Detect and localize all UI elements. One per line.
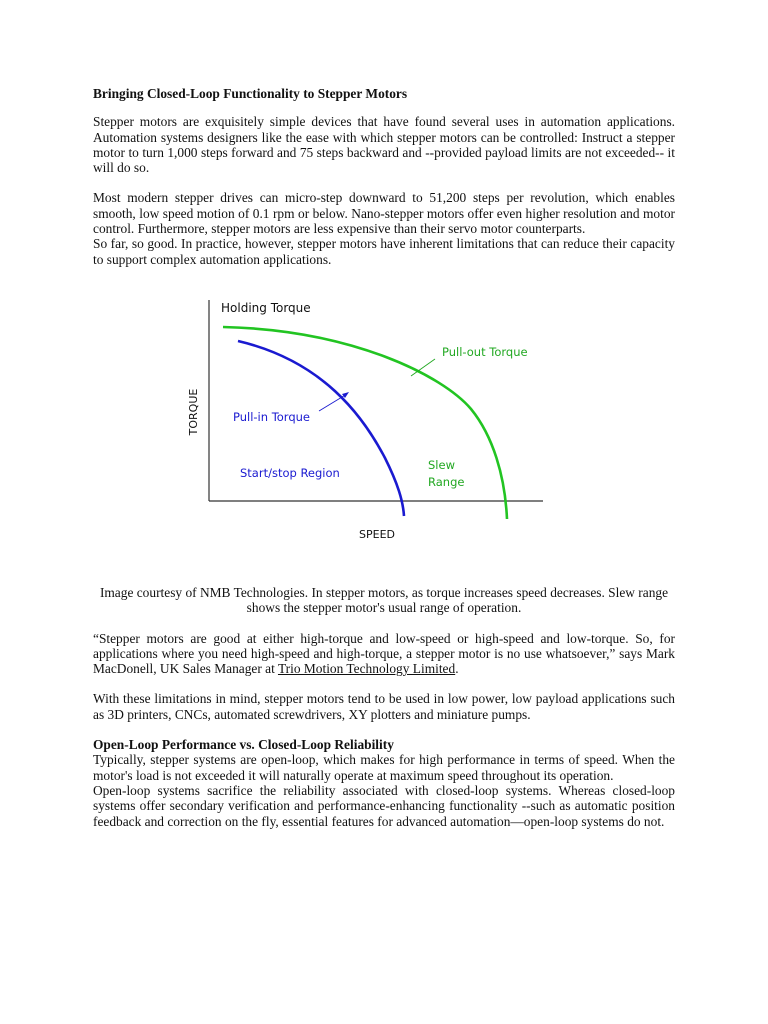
paragraph-intro: Stepper motors are exquisitely simple devices that have found several uses in automation applications. Automation systems designers like the ease with which stepper motors can be controlled: Instruct a stepper motor to turn 1,000 steps forward and 75 steps backward and --provided payload limits are not exceeded-- it will do so. bbox=[93, 114, 675, 176]
quote-paragraph bbox=[93, 631, 675, 677]
pull-in-torque-label: Pull-in Torque bbox=[233, 409, 310, 424]
slew-label-line1: Slew bbox=[428, 457, 455, 472]
document-page bbox=[93, 86, 675, 829]
y-axis-label: TORQUE bbox=[187, 388, 200, 436]
start-stop-region-label: Start/stop Region bbox=[240, 465, 340, 480]
pull-out-torque-label: Pull-out Torque bbox=[442, 344, 528, 359]
x-axis-label: SPEED bbox=[359, 527, 395, 541]
paragraph-applications: With these limitations in mind, stepper motors tend to be used in low power, low payload applications such as 3D printers, CNCs, automated screwdrivers, XY plotters and miniature pumps. bbox=[93, 691, 675, 722]
pull-in-leader bbox=[319, 394, 347, 411]
holding-torque-label: Holding Torque bbox=[221, 300, 311, 315]
quote-end: . bbox=[455, 661, 459, 677]
figure-caption: Image courtesy of NMB Technologies. In stepper motors, as torque increases speed decreases. Slew range shows the stepper motor's usual range of operation. bbox=[99, 584, 669, 616]
torque-speed-figure bbox=[93, 286, 675, 582]
slew-label-line2: Range bbox=[428, 474, 465, 489]
paragraph-limitations-intro: So far, so good. In practice, however, stepper motors have inherent limitations that can reduce their capacity to support complex automation applications. bbox=[93, 236, 675, 267]
trio-motion-link[interactable]: Trio Motion Technology Limited bbox=[277, 661, 456, 677]
paragraph-microstep: Most modern stepper drives can micro-step downward to 51,200 steps per revolution, which enables smooth, low speed motion of 0.1 rpm or below. Nano-stepper motors offer even higher resolution and motor control. Furthermore, stepper motors are less expensive than their servo motor counterparts. bbox=[93, 190, 675, 237]
paragraph-closed-loop: Open-loop systems sacrifice the reliability associated with closed-loop systems. Whereas closed-loop systems offer secondary verification and performance-enhancing functionality --such as automatic position feedback and correction on the fly, essential features for advanced automation—open-loop systems do not. bbox=[93, 782, 675, 829]
section-heading-open-loop: Open-Loop Performance vs. Closed-Loop Reliability bbox=[93, 737, 394, 753]
quote-text: “Stepper motors are good at either high-torque and low-speed or high-speed and low-torque. So, for applications where you need high-speed and high-torque, a stepper motor is no use whatsoever,” says Mark MacDonell, UK Sales Manager at bbox=[93, 630, 675, 677]
pull-in-torque-curve bbox=[238, 341, 404, 516]
paragraph-open-loop: Typically, stepper systems are open-loop, which makes for high performance in terms of speed. When the motor's load is not exceeded it will naturally operate at maximum speed throughout its operation. bbox=[93, 752, 675, 783]
article-title: Bringing Closed-Loop Functionality to Stepper Motors bbox=[93, 86, 408, 101]
torque-speed-diagram bbox=[93, 286, 675, 582]
